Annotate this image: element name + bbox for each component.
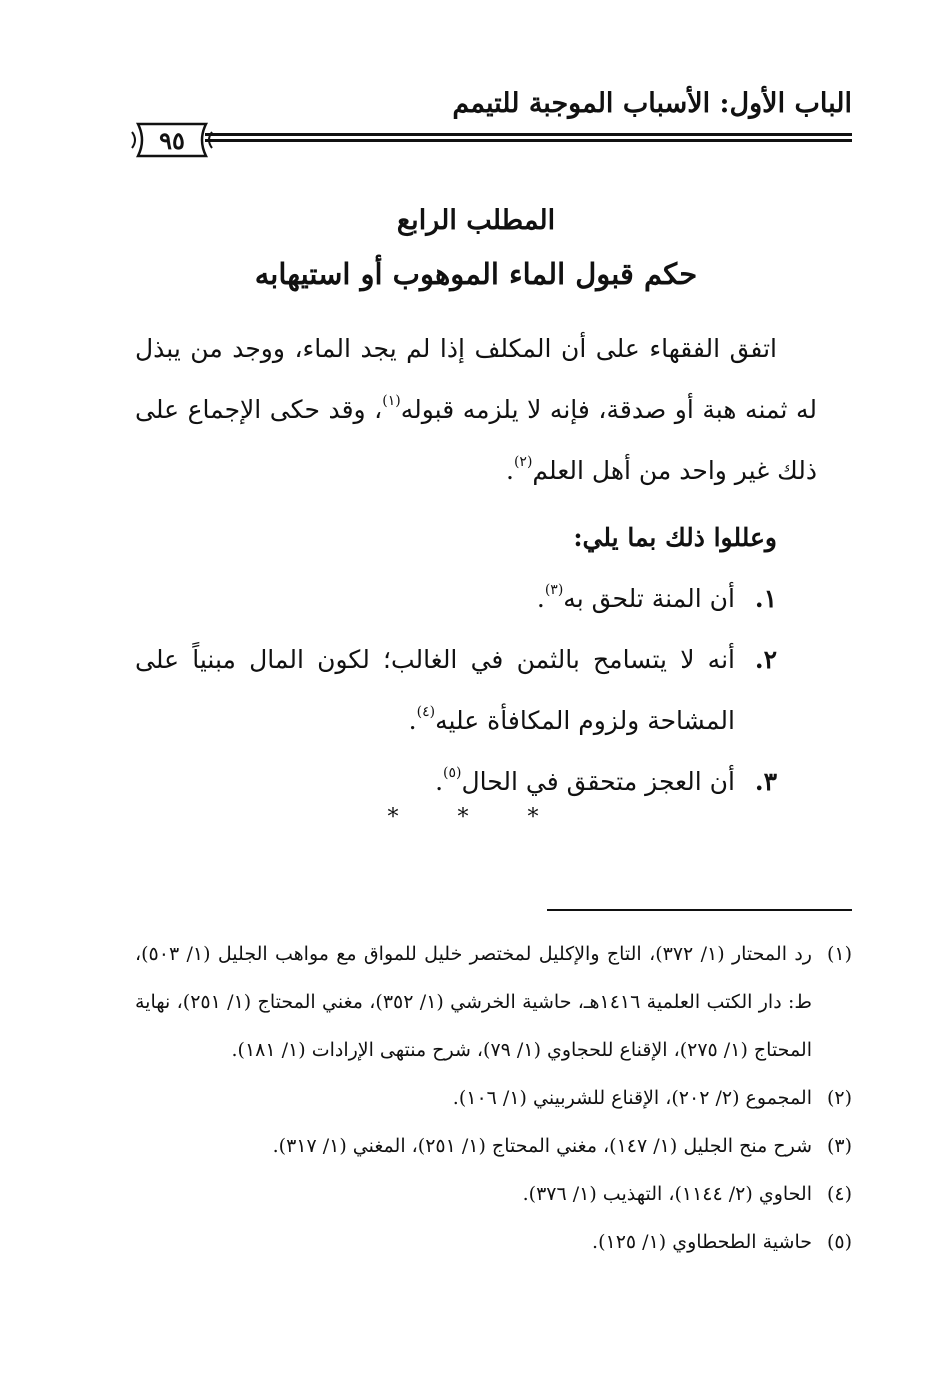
list-item-text: أنه لا يتسامح بالثمن في الغالب؛ لكون المال مبنياً على المشاحة ولزوم المكافأة عليه [135, 645, 735, 735]
footnote [135, 1074, 852, 1122]
page-number: ٩٥ [159, 125, 185, 155]
footnotes [135, 930, 852, 1266]
paragraph-1 [135, 318, 817, 501]
list-item [135, 568, 817, 629]
footnote-ref-4[interactable]: (٤) [416, 703, 436, 720]
footnote-rule [547, 909, 852, 911]
list-item-text: أن العجز متحقق في الحال [461, 767, 735, 796]
footnote [135, 1170, 852, 1218]
list-item-text: أن المنة تلحق به [563, 584, 735, 613]
section-title: حكم قبول الماء الموهوب أو استيهابه [254, 257, 698, 291]
paragraph-1-text: اتفق الفقهاء على أن المكلف إذا لم يجد الماء، ووجد من يبذل له ثمنه هبة أو صدقة، فإنه لا يلزمه قبوله [135, 334, 817, 424]
footnote-ref-5[interactable]: (٥) [443, 764, 462, 781]
footnote-text: رد المحتار (١/ ٣٧٢)، التاج والإكليل لمختصر خليل للمواق مع مواهب الجليل (١/ ٥٠٣)، ط: دار الكتب العلمية ١٤١٦هـ، حاشية الخرشي (١/ ٣٥٢)، مغني المحتاج (١/ ٢٥١)، نهاية المحتاج (١/ ٢٧٥)، الإقناع للحجاوي (١/ ٧٩)، شرح منتهى الإرادات (١/ ١٨١). [135, 943, 812, 1061]
list-number: ٢. [754, 645, 777, 674]
list-item-end: . [408, 706, 417, 735]
paragraph-1-text-cont: ، وقد حكى الإجماع على ذلك غير واحد من أهل العلم [135, 395, 817, 485]
list-text [135, 751, 735, 812]
list-item-end: . [435, 767, 444, 796]
footnote-text: المجموع (٢/ ٢٠٢)، الإقناع للشربيني (١/ ١٠٦). [452, 1087, 812, 1109]
list-item [135, 751, 817, 812]
list-number: ٣. [754, 767, 777, 796]
list-text [135, 568, 735, 629]
footnote [135, 930, 852, 1074]
footnote-mark: (١) [826, 943, 852, 965]
footnote-mark: (٥) [826, 1231, 852, 1253]
header-rule-thin [205, 141, 852, 142]
footnote [135, 1122, 852, 1170]
footnote [135, 1218, 852, 1266]
list-text [135, 629, 735, 751]
body-text [135, 318, 817, 812]
footnote-text: شرح منح الجليل (١/ ١٤٧)، مغني المحتاج (١/ ٢٥١)، المغني (١/ ٣١٧). [272, 1135, 812, 1157]
footnote-ref-2[interactable]: (٢) [513, 453, 533, 470]
footnote-mark: (٣) [826, 1135, 852, 1157]
list-item-end: . [536, 584, 545, 613]
paragraph-1-end: . [505, 456, 514, 485]
footnote-ref-3[interactable]: (٣) [544, 581, 564, 598]
running-header: الباب الأول: الأسباب الموجبة للتيمم [452, 88, 852, 119]
list-number: ١. [754, 584, 777, 613]
footnote-mark: (٤) [826, 1183, 852, 1205]
reasons-heading: وعللوا ذلك بما يلي: [573, 523, 777, 552]
footnote-text: حاشية الطحطاوي (١/ ١٢٥). [592, 1231, 812, 1253]
footnote-mark: (٢) [826, 1087, 852, 1109]
section-separator: * * * [387, 805, 565, 830]
section-label: المطلب الرابع [396, 205, 556, 236]
page-number-badge [128, 118, 216, 162]
footnote-ref-1[interactable]: (١) [382, 392, 401, 409]
list-item [135, 629, 817, 751]
footnote-text: الحاوي (٢/ ١١٤٤)، التهذيب (١/ ٣٧٦). [522, 1183, 812, 1205]
